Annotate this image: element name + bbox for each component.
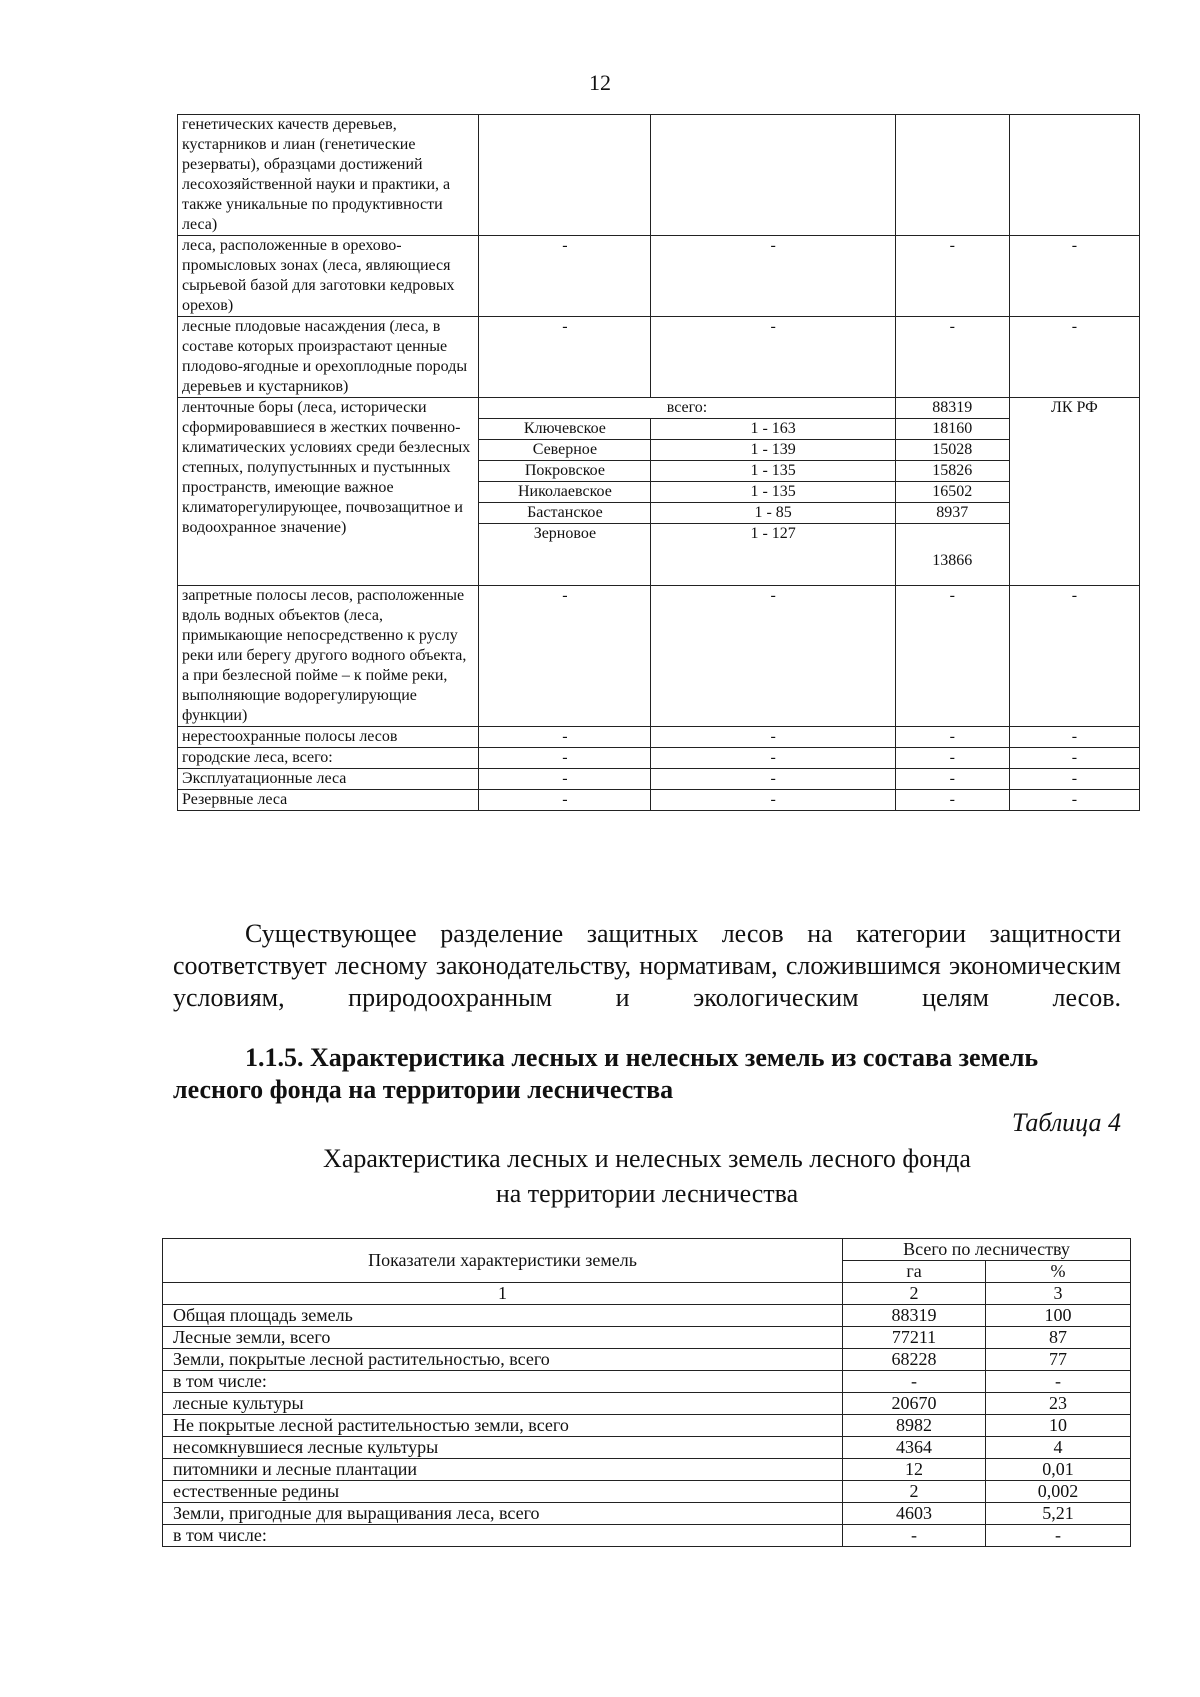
row-label: несомкнувшиеся лесные культуры xyxy=(163,1437,843,1459)
land-characteristics-table-body xyxy=(163,1239,1131,1547)
pct-value: 87 xyxy=(986,1327,1131,1349)
page-number: 12 xyxy=(589,70,611,95)
area: 16502 xyxy=(895,482,1009,503)
cell: - xyxy=(895,769,1009,790)
total-label: всего: xyxy=(479,398,895,419)
area: 15028 xyxy=(895,440,1009,461)
protective-forests-table-body xyxy=(178,115,1140,811)
column-header-group: Всего по лесничеству xyxy=(843,1239,1131,1261)
ha-value: 68228 xyxy=(843,1349,986,1371)
row-label: Земли, покрытые лесной растительностью, всего xyxy=(163,1349,843,1371)
pct-value: 100 xyxy=(986,1305,1131,1327)
cell: - xyxy=(1009,748,1139,769)
pct-value: 0,002 xyxy=(986,1481,1131,1503)
table-header-row xyxy=(163,1239,1131,1261)
cell xyxy=(479,115,651,236)
cell: - xyxy=(651,727,895,748)
total-value: 88319 xyxy=(895,398,1009,419)
pct-value: 77 xyxy=(986,1349,1131,1371)
category-description: леса, расположенные в орехово-промысловых зонах (леса, являющиеся сырьевой базой для заготовки кедровых орехов) xyxy=(178,236,479,317)
cell: - xyxy=(895,317,1009,398)
ha-value: - xyxy=(843,1371,986,1393)
column-number: 2 xyxy=(843,1283,986,1305)
pct-value: 10 xyxy=(986,1415,1131,1437)
cell: - xyxy=(651,748,895,769)
ha-value: 20670 xyxy=(843,1393,986,1415)
table-row xyxy=(163,1327,1131,1349)
ha-value: 8982 xyxy=(843,1415,986,1437)
quarters: 1 - 127 xyxy=(651,524,895,586)
pct-value: - xyxy=(986,1371,1131,1393)
cell xyxy=(1009,115,1139,236)
ha-value: 2 xyxy=(843,1481,986,1503)
cell: - xyxy=(895,236,1009,317)
table-row xyxy=(178,790,1140,811)
row-label: естественные редины xyxy=(163,1481,843,1503)
forestry-name: Ключевское xyxy=(479,419,651,440)
cell: - xyxy=(895,586,1009,727)
table-row xyxy=(178,727,1140,748)
cell xyxy=(895,115,1009,236)
cell: - xyxy=(651,317,895,398)
cell: - xyxy=(651,586,895,727)
cell: - xyxy=(1009,769,1139,790)
cell: - xyxy=(1009,586,1139,727)
table-row xyxy=(163,1415,1131,1437)
forestry-name: Бастанское xyxy=(479,503,651,524)
category-description: лесные плодовые насаждения (леса, в составе которых произрастают ценные плодово-ягодные и орехоплодные породы деревьев и кустарников) xyxy=(178,317,479,398)
cell: - xyxy=(479,748,651,769)
row-label: Лесные земли, всего xyxy=(163,1327,843,1349)
category-description: генетических качеств деревьев, кустарников и лиан (генетические резерваты), образцами достижений лесохозяйственной науки и практики, а также уникальные по продуктивности леса) xyxy=(178,115,479,236)
table-row xyxy=(163,1349,1131,1371)
ha-value: 4364 xyxy=(843,1437,986,1459)
column-number: 1 xyxy=(163,1283,843,1305)
category-description: Эксплуатационные леса xyxy=(178,769,479,790)
quarters: 1 - 85 xyxy=(651,503,895,524)
quarters: 1 - 163 xyxy=(651,419,895,440)
pct-value: 4 xyxy=(986,1437,1131,1459)
table-row xyxy=(163,1393,1131,1415)
cell: - xyxy=(895,790,1009,811)
area: 8937 xyxy=(895,503,1009,524)
pct-value: 23 xyxy=(986,1393,1131,1415)
row-label: Общая площадь земель xyxy=(163,1305,843,1327)
quarters: 1 - 139 xyxy=(651,440,895,461)
area: 15826 xyxy=(895,461,1009,482)
category-description: нерестоохранные полосы лесов xyxy=(178,727,479,748)
row-label: в том числе: xyxy=(163,1525,843,1547)
table-row xyxy=(178,317,1140,398)
cell: - xyxy=(1009,727,1139,748)
cell: - xyxy=(1009,236,1139,317)
ha-value: 88319 xyxy=(843,1305,986,1327)
column-header-pct: % xyxy=(986,1261,1131,1283)
ha-value: - xyxy=(843,1525,986,1547)
cell: - xyxy=(895,748,1009,769)
cell: - xyxy=(1009,790,1139,811)
table-row xyxy=(178,398,1140,419)
row-label: Земли, пригодные для выращивания леса, всего xyxy=(163,1503,843,1525)
ha-value: 12 xyxy=(843,1459,986,1481)
row-label: питомники и лесные плантации xyxy=(163,1459,843,1481)
forestry-name: Северное xyxy=(479,440,651,461)
cell: - xyxy=(1009,317,1139,398)
table-row xyxy=(163,1503,1131,1525)
ha-value: 4603 xyxy=(843,1503,986,1525)
column-header-indicators: Показатели характеристики земель xyxy=(163,1239,843,1283)
table-row xyxy=(163,1459,1131,1481)
cell: - xyxy=(651,236,895,317)
cell: - xyxy=(479,586,651,727)
cell: - xyxy=(651,790,895,811)
forestry-name: Покровское xyxy=(479,461,651,482)
table-row xyxy=(178,769,1140,790)
category-description: ленточные боры (леса, исторически сформировавшиеся в жестких почвенно-климатических условиях среди безлесных степных, полупустынных и пустынных пространств, имеющие важное климаторегулирующее, почвозащитное и водоохранное значение) xyxy=(178,398,479,586)
pct-value: 5,21 xyxy=(986,1503,1131,1525)
column-header-ha: га xyxy=(843,1261,986,1283)
table-row xyxy=(178,586,1140,727)
category-description: городские леса, всего: xyxy=(178,748,479,769)
cell: - xyxy=(479,236,651,317)
cell xyxy=(651,115,895,236)
row-label: Не покрытые лесной растительностью земли, всего xyxy=(163,1415,843,1437)
area: 18160 xyxy=(895,419,1009,440)
legal-basis: ЛК РФ xyxy=(1009,398,1139,586)
table-title: Характеристика лесных и нелесных земель лесного фонда xyxy=(323,1144,971,1173)
quarters: 1 - 135 xyxy=(651,482,895,503)
table-row xyxy=(163,1481,1131,1503)
body-paragraph: Существующее разделение защитных лесов на категории защитности соответствует лесному законодательству, нормативам, сложившимся экономическим условиям, природоохранным и экологическим целям лесов. xyxy=(173,919,1121,1012)
ha-value: 77211 xyxy=(843,1327,986,1349)
row-label: в том числе: xyxy=(163,1371,843,1393)
column-number: 3 xyxy=(986,1283,1131,1305)
protective-forests-table xyxy=(177,114,1140,811)
table-row xyxy=(163,1305,1131,1327)
table-row xyxy=(163,1437,1131,1459)
quarters: 1 - 135 xyxy=(651,461,895,482)
cell: - xyxy=(479,727,651,748)
table-row xyxy=(178,115,1140,236)
cell: - xyxy=(651,769,895,790)
table-number-row xyxy=(163,1283,1131,1305)
cell: - xyxy=(479,317,651,398)
table-row xyxy=(163,1371,1131,1393)
table-row xyxy=(178,236,1140,317)
table-row xyxy=(178,748,1140,769)
row-label: лесные культуры xyxy=(163,1393,843,1415)
forestry-name: Зерновое xyxy=(479,524,651,586)
forestry-name: Николаевское xyxy=(479,482,651,503)
cell: - xyxy=(479,769,651,790)
cell: - xyxy=(479,790,651,811)
table-title-line2: на территории лесничества xyxy=(495,1179,799,1208)
pct-value: - xyxy=(986,1525,1131,1547)
pct-value: 0,01 xyxy=(986,1459,1131,1481)
category-description: запретные полосы лесов, расположенные вдоль водных объектов (леса, примыкающие непосредственно к руслу реки или берегу другого водного объекта, а при безлесной пойме – к пойме реки, выполняющие водорегулирующие функции) xyxy=(178,586,479,727)
cell: - xyxy=(895,727,1009,748)
land-characteristics-table xyxy=(162,1238,1131,1547)
category-description: Резервные леса xyxy=(178,790,479,811)
section-heading: 1.1.5. Характеристика лесных и нелесных земель из состава земель лесного фонда на территории лесничества xyxy=(173,1043,1039,1104)
table-label: Таблица 4 xyxy=(1011,1108,1121,1137)
area: 13866 xyxy=(895,524,1009,586)
table-row xyxy=(163,1525,1131,1547)
